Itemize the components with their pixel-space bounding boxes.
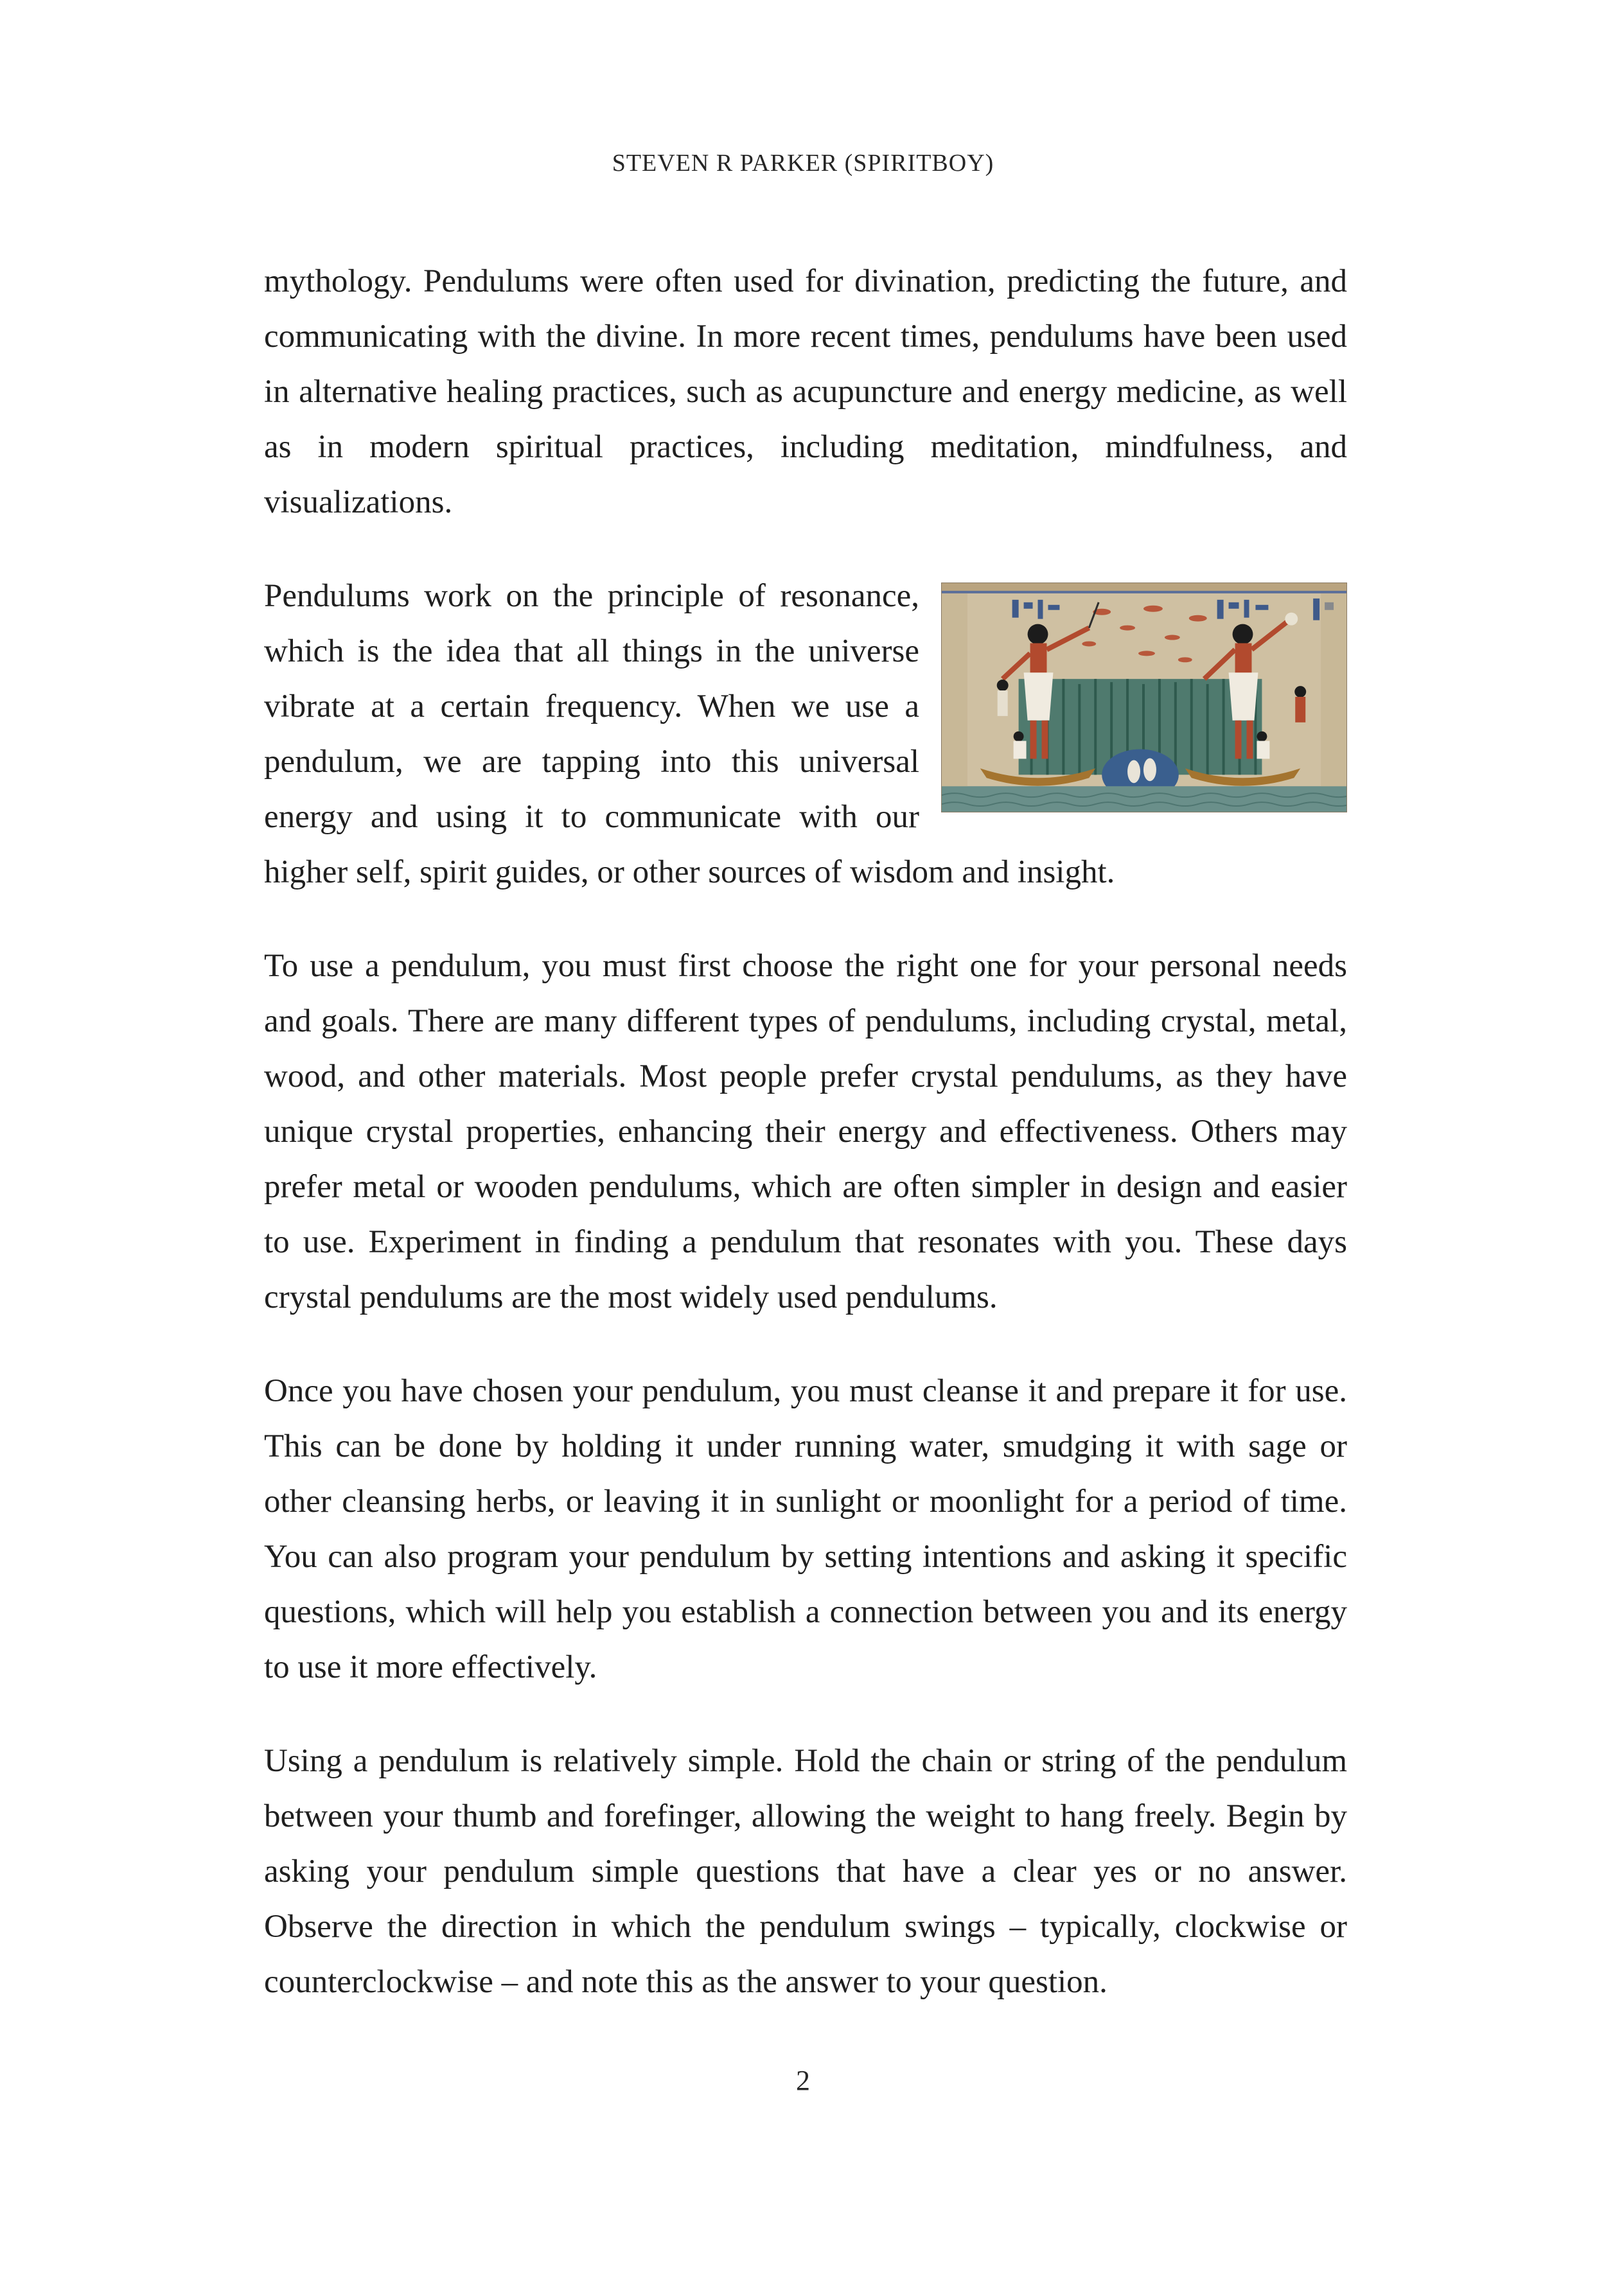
paragraph-mythology: mythology. Pendulums were often used for divination, predicting the future, and communicating with the divine. In more recent times, pendulums have been used in alternative healing practices, such as acupuncture and energy medicine, as well as in modern spiritual practices, including meditation, mindfulness, and visualizations. bbox=[264, 263, 1347, 520]
page-number: 2 bbox=[796, 2065, 810, 2096]
egyptian-wall-painting-image bbox=[941, 583, 1347, 812]
paragraph-resonance: Pendulums work on the principle of resonance, which is the idea that all things in the universe vibrate at a certain frequency. When we use a pendulum, we are tapping into this universal energy and using it to communicate with our higher self, spirit guides, or other sources of wisdom and insight. bbox=[264, 578, 1115, 890]
running-head: STEVEN R PARKER (SPIRITBOY) bbox=[612, 150, 994, 177]
body-text bbox=[264, 254, 1347, 2048]
paragraph-choosing-pendulum: To use a pendulum, you must first choose the right one for your personal needs and goals. There are many different types of pendulums, including crystal, metal, wood, and other materials. Most people prefer crystal pendulums, as they have unique crystal properties, enhancing their energy and effectiveness. Others may prefer metal or wooden pendulums, which are often simpler in design and easier to use. Experiment in finding a pendulum that resonates with you. These days crystal pendulums are the most widely used pendulums. bbox=[264, 948, 1347, 1315]
paragraph-cleansing: Once you have chosen your pendulum, you must cleanse it and prepare it for use. This can be done by holding it under running water, smudging it with sage or other cleansing herbs, or leaving it in sunlight or moonlight for a period of time. You can also program your pendulum by setting intentions and asking it specific questions, which will help you establish a connection between you and its energy to use it more effectively. bbox=[264, 1373, 1347, 1685]
paragraph-using-pendulum: Using a pendulum is relatively simple. Hold the chain or string of the pendulum between your thumb and forefinger, allowing the weight to hang freely. Begin by asking your pendulum simple questions that have a clear yes or no answer. Observe the direction in which the pendulum swings – typically, clockwise or counterclockwise – and note this as the answer to your question. bbox=[264, 1743, 1347, 2000]
